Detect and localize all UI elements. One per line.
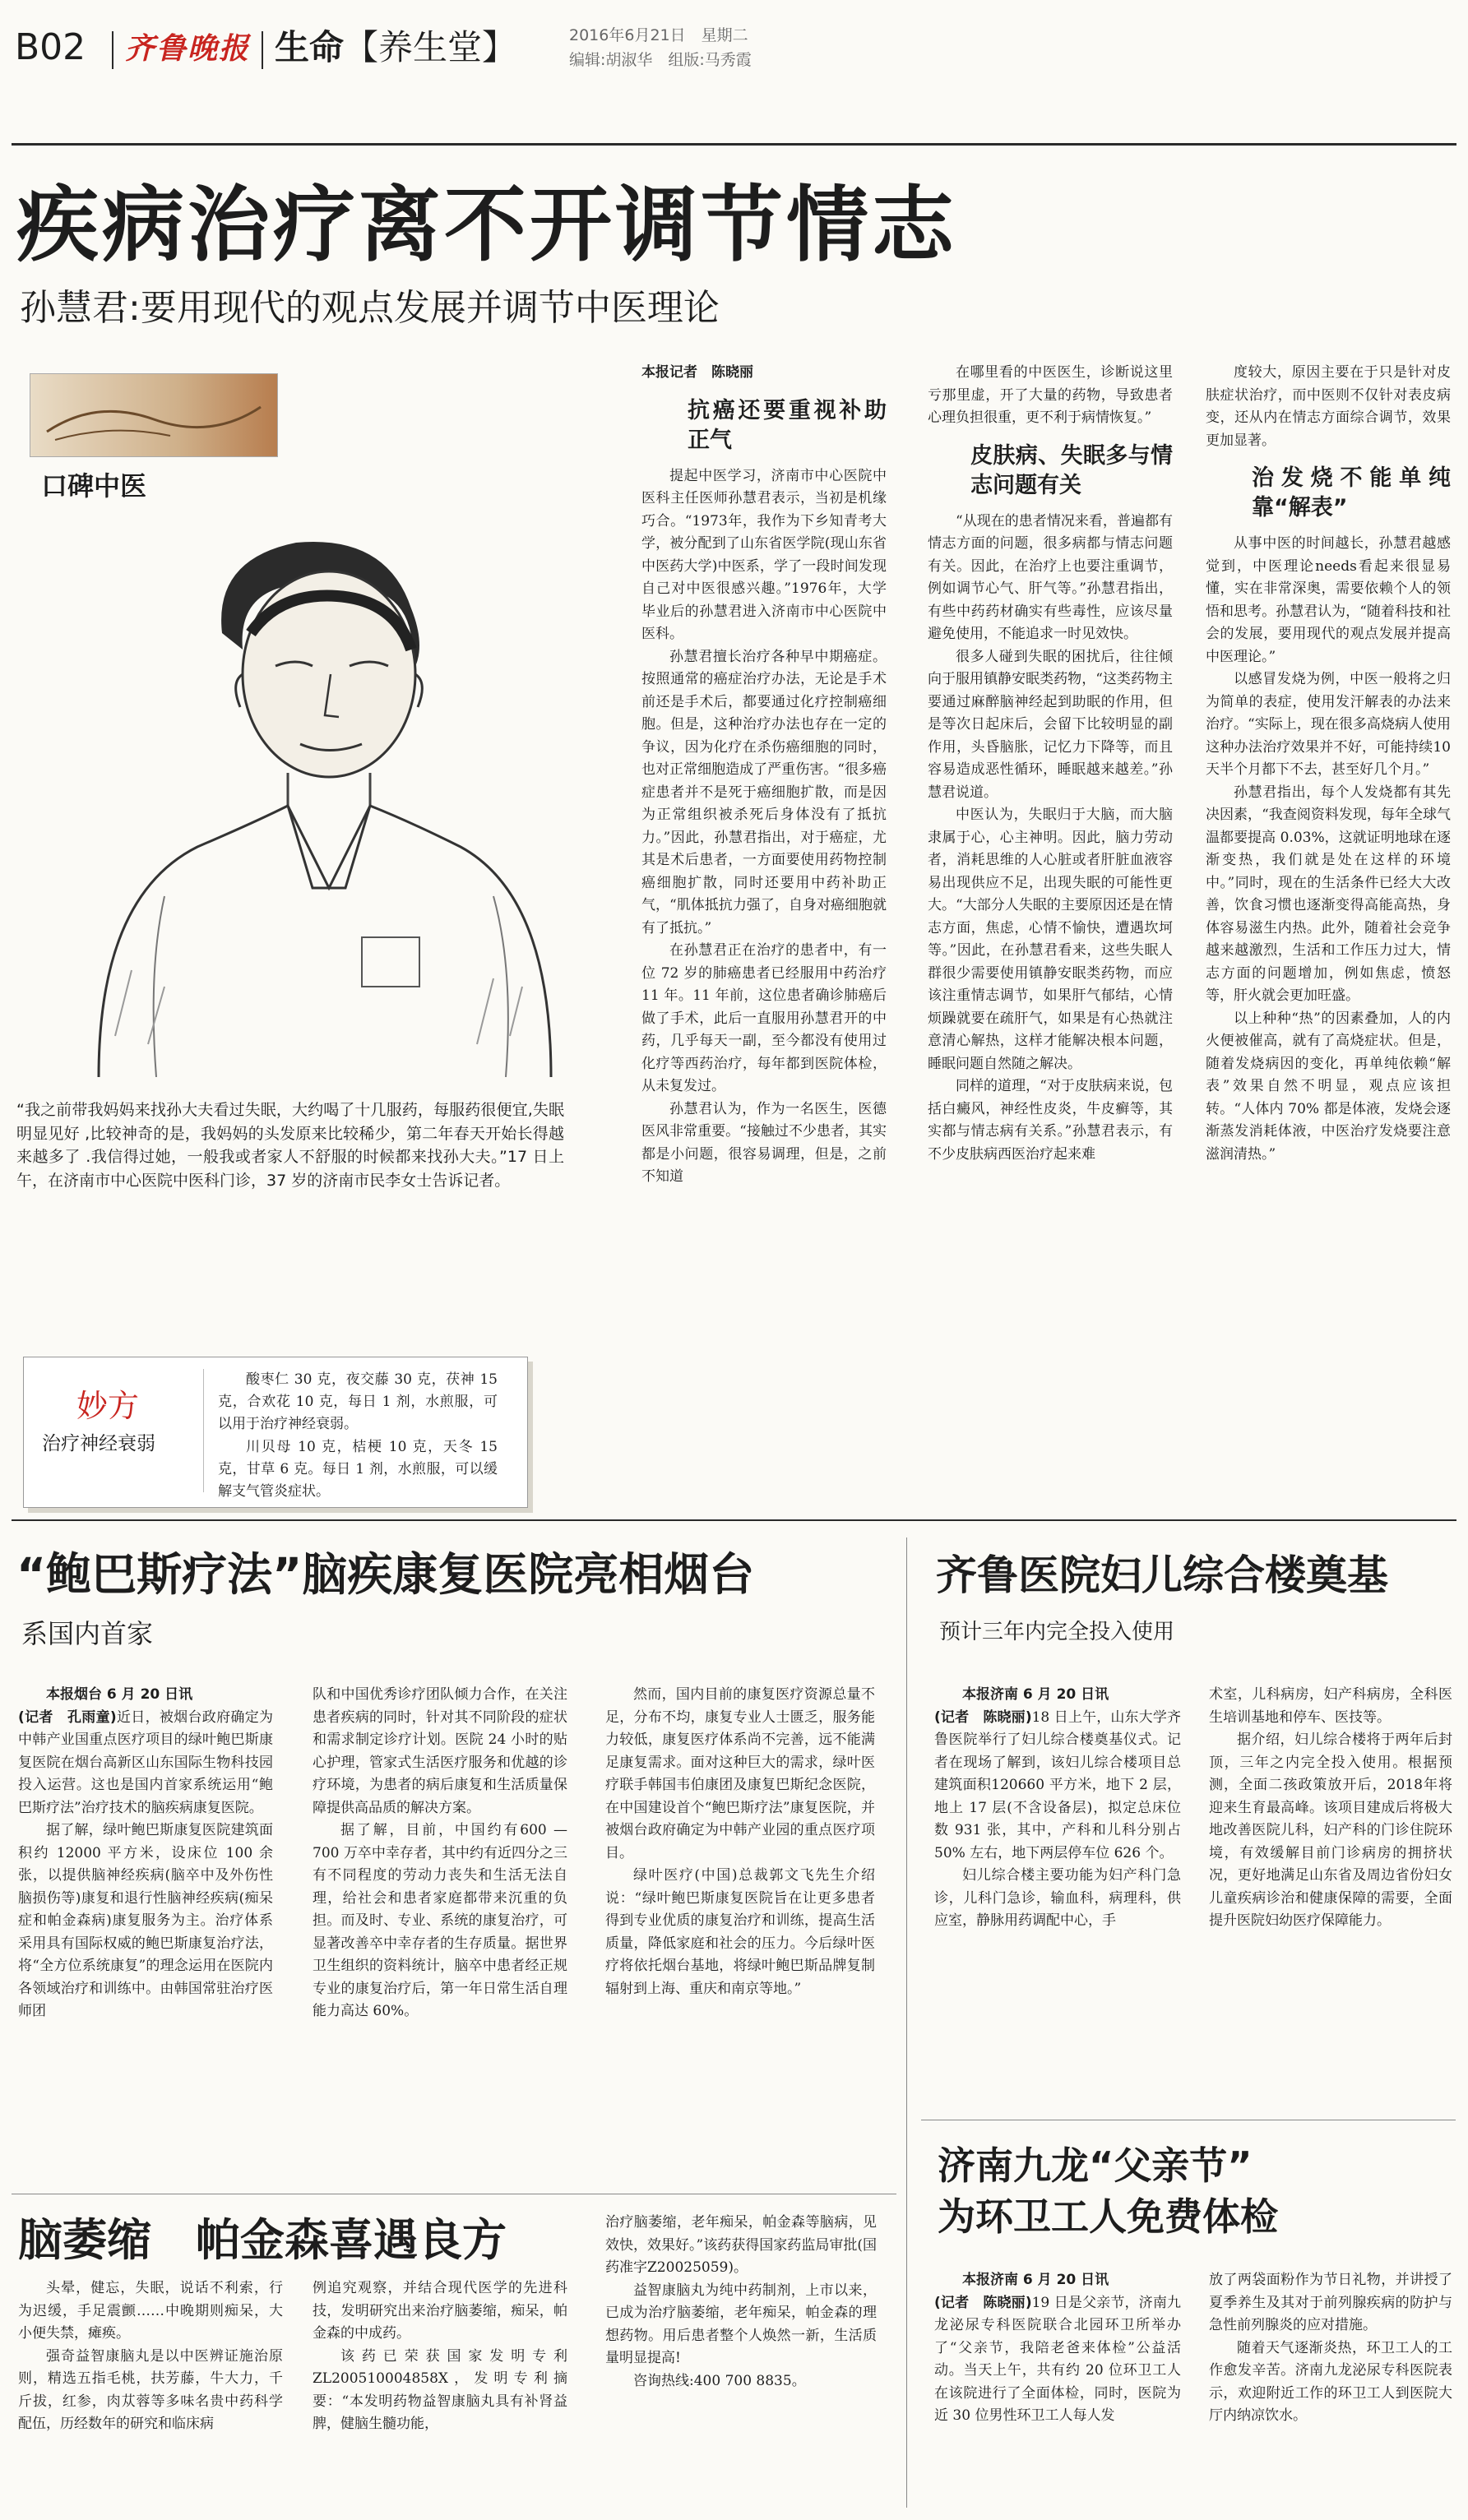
doctor-portrait — [66, 510, 559, 1077]
paragraph: 然而，国内目前的康复医疗资源总量不足，分布不均，康复专业人士匮乏，服务能力较低，康复医疗体系尚不完善，远不能满足康复需求。面对这种巨大的需求，绿叶医疗联手韩国韦伯康团及康复巴斯纪念医院，在中国建设首个“鲍巴斯疗法”康复医院，并被烟台政府确定为中韩产业园的重点医疗项目。 — [605, 1686, 875, 1861]
editor-credit: 编辑:胡淑华 组版:马秀霞 — [569, 51, 752, 69]
paragraph: 该药已荣获国家发明专利ZL200510004858X，发明专利摘要：“本发明药物益智康脑丸具有补肾益脾，健脑生髓功能， — [313, 2347, 567, 2432]
story2-byline: 本报烟台 6 月 20 日讯 — [46, 1686, 193, 1703]
story3-reporter: (记者 陈晓丽) — [934, 1709, 1032, 1726]
story5-headline-line1: 济南九龙“父亲节” — [938, 2143, 1253, 2188]
paragraph: 益智康脑丸为纯中药制剂，上市以来，已成为治疗脑萎缩，老年痴呆，帕金森的理想药物。用后患者整个人焕然一新，生活质量明显提高! — [605, 2282, 877, 2366]
lead-column-2 — [928, 362, 1173, 1472]
portrait-sketch-icon — [66, 510, 559, 1077]
column-rule — [906, 1537, 907, 2508]
lead-headline: 疾病治疗离不开调节情志 — [16, 177, 957, 273]
story4-column-2 — [313, 2277, 567, 2508]
section-title — [275, 25, 516, 71]
page-number: B02 — [15, 26, 86, 68]
paragraph: 治疗脑萎缩，老年痴呆，帕金森等脑病，见效快，效果好。”该药获得国家药监局审批(国药准字Z20025059)。 — [605, 2214, 877, 2276]
paragraph: 很多人碰到失眠的困扰后，往往倾向于服用镇静安眠类药物，“这类药物主要通过麻醉脑神经起到助眠的作用，但是等次日起床后，会留下比较明显的副作用，头昏脑胀，记忆力下降等，而且容易造成恶性循环，睡眠越来越差。”孙慧君说道。 — [928, 648, 1173, 801]
paragraph: 以上种种“热”的因素叠加，人的内火便被催高，就有了高烧症状。但是，随着发烧病因的变化，再单纯依赖“解表”效果自然不明显，观点应该担转。“人体内 70% 都是体液，发烧会逐渐蒸发消耗体液，中医治疗发烧要注意滋润清热。” — [1206, 1010, 1451, 1163]
lead-subheadline: 孙慧君:要用现代的观点发展并调节中医理论 — [20, 287, 720, 329]
remedy-recipe-2: 川贝母 10 克，桔梗 10 克，天冬 15 克，甘草 6 克。每日 1 剂，水煎服，可以缓解支气管炎症状。 — [218, 1439, 498, 1500]
story2-headline: “鲍巴斯疗法”脑疾康复医院亮相烟台 — [16, 1548, 755, 1601]
paragraph — [934, 2292, 1181, 2428]
story2-reporter: (记者 孔雨童) — [18, 1709, 117, 1726]
paragraph: “从现在的患者情况来看，普遍都有情志方面的问题，很多病都与情志问题有关。因此，在治疗上也要注重调节，例如调节心气、肝气等。”孙慧君指出，有些中药药材确实有些毒性，应该尽量避免使用，不能追求一时见效快。 — [928, 512, 1173, 642]
story5-column-2 — [1209, 2269, 1452, 2508]
story5-headline-line2: 为环卫工人免费体检 — [938, 2194, 1278, 2239]
paragraph: 孙慧君认为，作为一名医生，医德医风非常重要。“接触过不少患者，其实都是小问题，很容易调理，但是，之前不知道 — [641, 1100, 887, 1185]
story5-column-1 — [934, 2269, 1181, 2508]
paragraph: 据了解，绿叶鲍巴斯康复医院建筑面积约 12000 平方米，设床位 100 余张，以提供脑神经疾病(脑卒中及外伤性脑损伤等)康复和退行性脑神经疾病(痴呆症和帕金森病)康复服务为主。治疗体系采用具有国际权威的鲍巴斯康复治疗法，将“全方位系统康复”的理念运用在医院内各领域治疗和训练中。由韩国常驻治疗医师团 — [18, 1822, 273, 2019]
lead-column-label: 口碑中医 — [41, 470, 147, 502]
paragraph: 绿叶医疗(中国)总裁郭文飞先生介绍说：“绿叶鲍巴斯康复医院旨在让更多患者得到专业优质的康复治疗和训练，提高生活质量，降低家庭和社会的压力。今后绿叶医疗将依托烟台基地，将绿叶鲍巴斯品牌复制辐射到上海、重庆和南京等地。” — [605, 1867, 875, 1997]
lead-subhead-1: 抗癌还要重视补助正气 — [688, 397, 887, 453]
paragraph: 妇儿综合楼主要功能为妇产科门急诊，儿科门急诊，输血科，病理科，供应室，静脉用药调配中心，手 — [934, 1867, 1181, 1929]
masthead-divider — [262, 31, 263, 69]
story3-text: 18 日上午，山东大学齐鲁医院举行了妇儿综合楼奠基仪式。记者在现场了解到，该妇儿综合楼项目总建筑面积120660 平方米，地下 2 层，地上 17 层(不含设备层)，拟定总床位数 931 张，其中，产科和儿科分别占 50% 左右，地下两层停车位 626 个。 — [934, 1709, 1181, 1861]
newspaper-logo: 齐鲁晚报 — [125, 31, 251, 66]
issue-date: 2016年6月21日 星期二 — [569, 26, 748, 44]
paragraph: 队和中国优秀诊疗团队倾力合作，在关注患者疾病的同时，针对其不同阶段的症状和需求制定诊疗计划。医院 24 小时的贴心护理，管家式生活医疗服务和优越的诊疗环境，为患者的病后康复和生活质量保障提供高品质的解决方案。 — [313, 1686, 567, 1816]
paragraph: 孙慧君擅长治疗各种早中期癌症。按照通常的癌症治疗办法，无论是手术前还是手术后，都要通过化疗控制癌细胞。但是，这种治疗办法也存在一定的争议，因为化疗在杀伤癌细胞的同时，也对正常细胞造成了严重伤害。“很多癌症患者并不是死于癌细胞扩散，而是因为正常组织被杀死后身体没有了抵抗力。”因此，孙慧君指出，对于癌症，尤其是术后患者，一方面要使用药物控制癌细胞扩散，同时还要用中药补助正气，“肌体抵抗力强了，自身对癌细胞就有了抵抗。” — [641, 648, 887, 936]
remedy-recipe-1: 酸枣仁 30 克，夜交藤 30 克，茯神 15 克，合欢花 10 克，每日 1 剂，水煎服，可以用于治疗神经衰弱。 — [218, 1371, 498, 1432]
lead-thumbnail — [30, 373, 278, 457]
paragraph: 中医认为，失眠归于大脑，而大脑隶属于心，心主神明。因此，脑力劳动者，消耗思维的人心脏或者肝脏血液容易出现供应不足，出现失眠的可能性更大。“大部分人失眠的主要原因还是在情志方面，焦虑，心情不愉快，遭遇坎坷等。”因此，在孙慧君看来，这些失眠人群很少需要使用镇静安眠类药物，而应该注重情志调节，如果肝气郁结，心情烦躁就要在疏肝气，如果是有心热就注意清心解热，这样才能解决根本问题，睡眠问题自然随之解决。 — [928, 807, 1173, 1072]
paragraph: 据介绍，妇儿综合楼将于两年后封顶，三年之内完全投入使用。根据预测，全面二孩政策放开后，2018年将迎来生育最高峰。该项目建成后将极大地改善医院儿科，妇产科的门诊住院环境，有效缓解目前门诊病房的拥挤状况，更好地满足山东省及周边省份妇女儿童疾病诊治和健康保障的需要，全面提升医院妇幼医疗保障能力。 — [1209, 1732, 1452, 1929]
story3-byline: 本报济南 6 月 20 日讯 — [962, 1686, 1109, 1703]
story4-column-3 — [605, 2212, 877, 2508]
lead-subhead-2: 皮肤病、失眠多与情志问题有关 — [970, 442, 1173, 498]
story2-text: 近日，被烟台政府确定为中韩产业国重点医疗项目的绿叶鲍巴斯康复医院在烟台高新区山东国际生物科技园投入运营。这也是国内首家系统运用“鲍巴斯疗法”治疗技术的脑疾病康复医院。 — [18, 1709, 273, 1816]
hand-sketch-icon — [30, 374, 277, 456]
remedy-divider — [203, 1369, 204, 1492]
story3-subheadline: 预计三年内完全投入使用 — [939, 1620, 1175, 1644]
story2-column-2 — [313, 1684, 567, 2194]
paragraph: 强奇益智康脑丸是以中医辨证施治原则，精选五指毛桃，扶芳藤，牛大力，千斤拔，红参，肉苁蓉等多味名贵中药科学配伍，历经数年的研究和临床病 — [18, 2347, 283, 2432]
story4-headline: 脑萎缩 帕金森喜遇良方 — [18, 2214, 507, 2266]
paragraph: 例追究观察，并结合现代医学的先进科技，发明研究出来治疗脑萎缩，痴呆，帕金森的中成药。 — [313, 2280, 567, 2342]
paragraph: 孙慧君指出，每个人发烧都有其先决因素，“我查阅资料发现，每年全球气温都要提高 0.03%，这就证明地球在逐渐变热，我们就是处在这样的环境中。”同时，现在的生活条件已经大大改善，饮食习惯也逐渐变得高能高热，身体容易滋生内热。此外，随着社会竞争越来越激烈，生活和工作压力过大，情志方面的问题增加，例如焦虑，愤怒等，肝火就会更加旺盛。 — [1206, 784, 1451, 1004]
paragraph: 从事中医的时间越长，孙慧君越感觉到，中医理论needs看起来很显易懂，实在非常深奥，需要依赖个人的领悟和思考。孙慧君认为，“随着科技和社会的发展，要用现代的观点发展并提高中医理论。” — [1206, 535, 1451, 665]
paragraph: 随着天气逐渐炎热，环卫工人的工作愈发辛苦。济南九龙泌尿专科医院表示，欢迎附近工作的环卫工人到医院大厅内纳凉饮水。 — [1209, 2339, 1452, 2424]
paragraph: 据了解，目前，中国约有600 — 700 万卒中幸存者，其中约有近四分之三有不同程度的劳动力丧失和生活无法自理，给社会和患者家庭都带来沉重的负担。而及时、专业、系统的康复治疗，可显著改善卒中幸存者的生存质量。据世界卫生组织的资料统计，脑卒中患者经正规专业的康复治疗后，第一年日常生活自理能力高达 60%。 — [313, 1822, 567, 2019]
paragraph: 在孙慧君正在治疗的患者中，有一位 72 岁的肺癌患者已经服用中药治疗 11 年。11 年前，这位患者确诊肺癌后做了手术，此后一直服用孙慧君开的中药，几乎每天一副，至今都没有使用过化疗等西药治疗，每年都到医院体检，从未复发过。 — [641, 942, 887, 1094]
story3-headline: 齐鲁医院妇儿综合楼奠基 — [936, 1551, 1388, 1599]
section-name: 生命 — [275, 27, 345, 67]
lead-column-1 — [641, 362, 887, 1472]
paragraph: 放了两袋面粉作为节日礼物，并讲授了夏季养生及其对于前列腺疾病的防护与急性前列腺炎的应对措施。 — [1209, 2272, 1452, 2333]
paragraph: 同样的道理，“对于皮肤病来说，包括白癜风，神经性皮炎，牛皮癣等，其实都与情志病有关系。”孙慧君表示，有不少皮肤病西医治疗起来难 — [928, 1078, 1173, 1163]
lead-byline: 本报记者 陈晓丽 — [641, 364, 753, 381]
story2-subheadline: 系国内首家 — [21, 1618, 154, 1649]
section-rule — [12, 1519, 1456, 1521]
story5-byline: 本报济南 6 月 20 日讯 — [962, 2272, 1109, 2288]
story3-column-2 — [1209, 1684, 1452, 2095]
story5-reporter: (记者 陈晓丽) — [934, 2294, 1032, 2311]
paragraph: 术室，儿科病房，妇产科病房，全科医生培训基地和停车、医技等。 — [1209, 1686, 1452, 1726]
paragraph — [934, 1707, 1181, 1866]
paragraph: 度较大，原因主要在于只是针对皮肤症状治疗，而中医则不仅针对表皮病变，还从内在情志方面综合调节，效果更加显著。 — [1206, 364, 1451, 449]
section-column: 【养生堂】 — [344, 27, 517, 67]
hotline: 咨询热线:400 700 8835。 — [633, 2372, 806, 2389]
patient-quote: “我之前带我妈妈来找孙大夫看过失眠，大约喝了十几服药，每服药很便宜,失眠明显见好 ,比较神奇的是，我妈妈的头发原来比较稀少，第二年春天开始长得越来越多了 .我信得过她，一般我或者家人不舒服的时候都来找孙大夫。”17 日上午，在济南市中心医院中医科门诊，37 岁的济南市民李女士告诉记者。 — [16, 1101, 564, 1190]
story2-column-3 — [605, 1684, 875, 2194]
story5-text: 19 日是父亲节，济南九龙泌尿专科医院联合北园环卫所举办了“父亲节，我陪老爸来体检”公益活动。当天上午，共有约 20 位环卫工人在该院进行了全面体检，同时，医院为近 30 位男性环卫工人每人发 — [934, 2294, 1181, 2424]
masthead-rule — [12, 143, 1456, 146]
lead-subhead-3: 治发烧不能单纯靠“解表” — [1252, 465, 1451, 520]
paragraph: 以感冒发烧为例，中医一般将之归为简单的表症，使用发汗解表的办法来治疗。“实际上，现在很多高烧病人使用这种办法治疗效果并不好，可能持续10天半个月都下不去，甚至好几个月。” — [1206, 671, 1451, 778]
paragraph: 在哪里看的中医医生，诊断说这里亏那里虚，开了大量的药物，导致患者心理负担很重，更不利于病情恢复。” — [928, 364, 1173, 426]
story4-column-1 — [18, 2277, 283, 2508]
remedy-subtitle: 治疗神经衰弱 — [42, 1433, 155, 1454]
story3-column-1 — [934, 1684, 1181, 2095]
paragraph: 头晕，健忘，失眠，说话不利索，行为迟缓，手足震颤……中晚期则痴呆，大小便失禁，瘫痪。 — [18, 2280, 283, 2342]
paragraph — [18, 1707, 273, 1820]
remedy-title: 妙方 — [76, 1388, 140, 1424]
lead-column-3 — [1206, 362, 1451, 1472]
masthead-divider — [112, 31, 113, 69]
paragraph: 提起中医学习，济南市中心医院中医科主任医师孙慧君表示，当初是机缘巧合。“1973年，我作为下乡知青考大学，被分配到了山东省医学院(现山东省中医药大学)中医系，学了一段时间发现自己对中医很感兴趣。”1976年，大学毕业后的孙慧君进入济南市中心医院中医科。 — [641, 467, 887, 642]
remedy-box — [23, 1357, 528, 1508]
story2-column-1 — [18, 1684, 273, 2194]
